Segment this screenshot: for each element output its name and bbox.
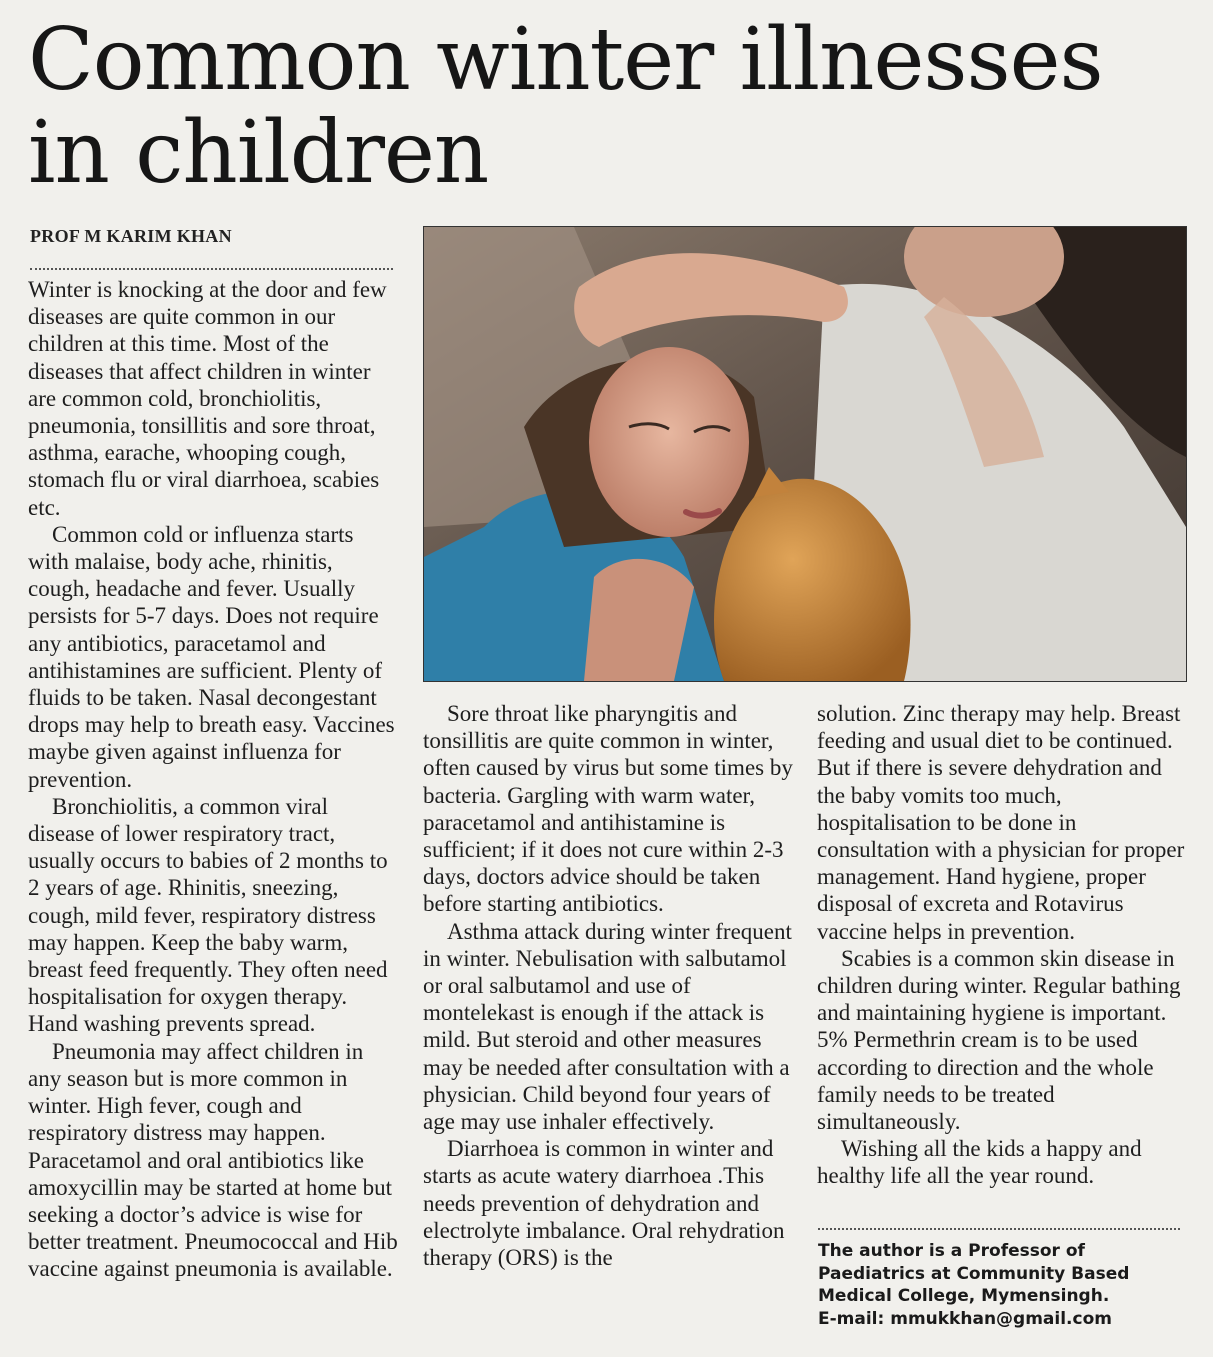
paragraph: Scabies is a common skin disease in children during winter. Regular bathing and maintaining hygiene is important. 5% Permethrin cream is to be used according to direction and the whole family needs to be treated simultaneously. xyxy=(817,945,1181,1135)
headline: Common winter illnesses in children xyxy=(28,10,1103,203)
author-note-line: Medical College, Mymensingh. xyxy=(818,1286,1110,1307)
author-note-line: Paediatrics at Community Based xyxy=(818,1263,1130,1284)
author-email: E-mail: mmukkhan@gmail.com xyxy=(818,1308,1112,1329)
byline: PROF M KARIM KHAN xyxy=(30,226,232,246)
paragraph: Winter is knocking at the door and few diseases are quite common in our children at this time. Most of the diseases that affect children in winter are common cold, bronchiolitis, pneumonia, tonsillitis and sore throat, asthma, earache, whooping cough, stomach flu or viral diarrhoea, scabies etc. xyxy=(28,277,387,520)
paragraph: Bronchiolitis, a common viral disease of lower respiratory tract, usually occurs to babies of 2 months to 2 years of age. Rhinitis, sneezing, cough, mild fever, respiratory distress may happen. Keep the baby warm, breast feed frequently. They often need hospitalisation for oxygen therapy. Hand washing prevents spread. xyxy=(28,793,388,1037)
paragraph: Diarrhoea is common in winter and starts as acute watery diarrhoea .This needs prevention of dehydration and electrolyte imbalance. Oral rehydration therapy (ORS) is the xyxy=(423,1136,785,1271)
article-photo xyxy=(423,226,1187,682)
author-note-divider xyxy=(818,1228,1180,1230)
column-2 xyxy=(423,700,795,1271)
author-note xyxy=(818,1240,1183,1330)
paragraph: solution. Zinc therapy may help. Breast feeding and usual diet to be continued. But if there is severe dehydration and the baby vomits too much, hospitalisation to be done in consultation with a physician for proper management. Hand hygiene, proper disposal of excreta and Rotavirus vaccine helps in prevention. xyxy=(817,701,1185,944)
byline-divider xyxy=(30,268,393,270)
column-1 xyxy=(28,276,400,1283)
photo-illustration xyxy=(424,227,1186,681)
paragraph: Common cold or influenza starts with malaise, body ache, rhinitis, cough, headache and fever. Usually persists for 5-7 days. Does not require any antibiotics, paracetamol and antihistamines are sufficient. Plenty of fluids to be taken. Nasal decongestant drops may help to breath easy. Vaccines maybe given against influenza for prevention. xyxy=(28,521,395,792)
paragraph: Pneumonia may affect children in any season but is more common in winter. High fever, cough and respiratory distress may happen. Paracetamol and oral antibiotics like amoxycillin may be started at home but seeking a doctor’s advice is wise for better treatment. Pneumococcal and Hib vaccine against pneumonia is available. xyxy=(28,1038,398,1282)
paragraph: Asthma attack during winter frequent in winter. Nebulisation with salbutamol or oral salbutamol and use of montelekast is enough if the attack is mild. But steroid and other measures may be needed after consultation with a physician. Child beyond four years of age may use inhaler effectively. xyxy=(423,918,792,1135)
column-3 xyxy=(817,700,1185,1190)
author-note-line: The author is a Professor of xyxy=(818,1241,1085,1261)
paragraph: Wishing all the kids a happy and healthy life all the year round. xyxy=(817,1136,1142,1189)
paragraph: Sore throat like pharyngitis and tonsillitis are quite common in winter, often caused by virus but some times by bacteria. Gargling with warm water, paracetamol and antihistamine is sufficient; if it does not cure within 2-3 days, doctors advice should be taken before starting antibiotics. xyxy=(423,701,793,917)
